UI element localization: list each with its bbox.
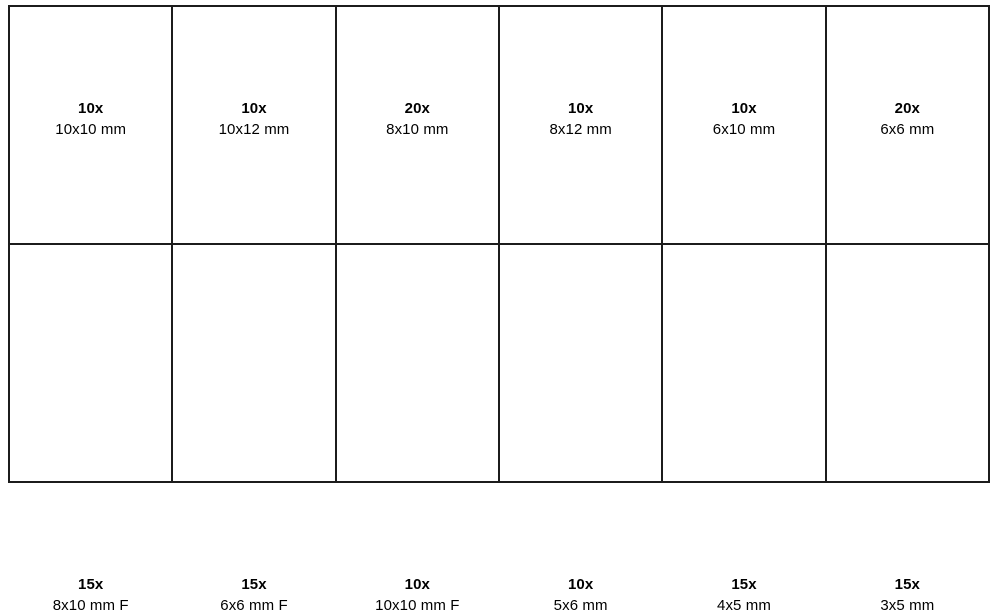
- cell-size: 10x10 mm F: [375, 597, 460, 614]
- cell-quantity: 15x: [241, 576, 267, 593]
- cell-size: 6x6 mm F: [220, 597, 288, 614]
- cell-size: 8x12 mm: [549, 121, 612, 138]
- grid-cell: [10, 245, 173, 614]
- cell-size: 3x5 mm: [880, 597, 935, 614]
- grid-cell: [173, 245, 336, 614]
- cell-size: 8x10 mm: [386, 121, 449, 138]
- cell-quantity: 15x: [894, 576, 920, 593]
- cell-size: 10x12 mm: [218, 121, 290, 138]
- grid-cell: [173, 7, 336, 245]
- cell-quantity: 10x: [567, 576, 594, 593]
- grid-cell: [827, 7, 990, 245]
- cell-content: [663, 575, 824, 616]
- cell-quantity: 20x: [894, 100, 920, 117]
- cell-quantity: 10x: [731, 100, 757, 117]
- cell-content: [500, 99, 661, 140]
- grid-cell: [827, 245, 990, 614]
- grid-cell: [500, 7, 663, 245]
- cell-content: [827, 575, 988, 616]
- cell-size: 6x10 mm: [712, 121, 776, 138]
- cell-quantity: 15x: [731, 576, 757, 593]
- grid-cell: [500, 245, 663, 614]
- cell-size: 5x6 mm: [553, 597, 608, 614]
- grid-cell: [337, 245, 500, 614]
- grid-cell: [663, 245, 826, 614]
- cell-quantity: 10x: [567, 100, 594, 117]
- cell-size: 8x10 mm F: [52, 597, 129, 614]
- cell-size: 6x6 mm: [880, 121, 935, 138]
- cell-quantity: 15x: [78, 576, 104, 593]
- cell-quantity: 20x: [404, 100, 430, 117]
- grid-cell: [337, 7, 500, 245]
- cell-size: 4x5 mm: [717, 597, 771, 614]
- assortment-grid: [8, 5, 990, 614]
- cell-quantity: 10x: [78, 100, 104, 117]
- cell-content: [827, 99, 988, 140]
- cell-content: [663, 99, 824, 140]
- cell-size: 10x10 mm: [55, 121, 127, 138]
- cell-content: [10, 575, 171, 616]
- cell-quantity: 10x: [241, 100, 267, 117]
- cell-quantity: 10x: [404, 576, 430, 593]
- cell-content: [173, 99, 334, 140]
- grid-cell: [10, 7, 173, 245]
- cell-content: [500, 575, 661, 616]
- grid-cell: [663, 7, 826, 245]
- cell-content: [173, 575, 334, 616]
- cell-content: [10, 99, 171, 140]
- cell-content: [337, 575, 498, 616]
- cell-content: [337, 99, 498, 140]
